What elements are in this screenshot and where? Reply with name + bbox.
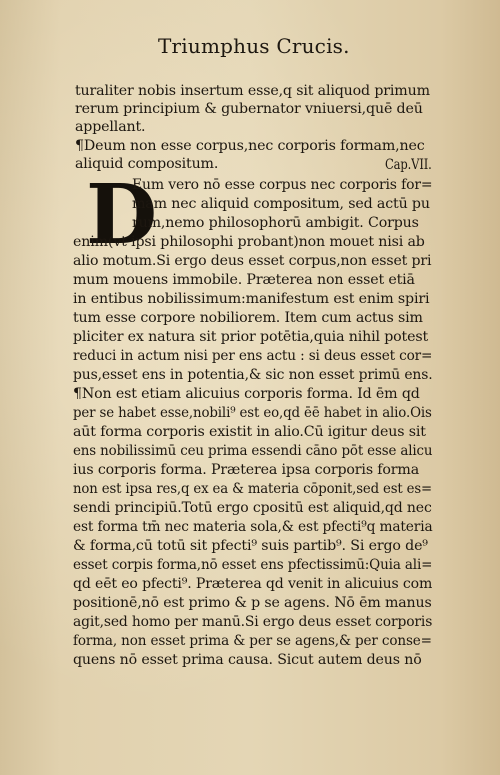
text-line: tum esse corpore nobiliorem. Item cum actus sim <box>73 310 423 326</box>
text-line: aūt forma corporis existit in alio.Cū igitur deus sit <box>73 424 426 440</box>
text-line: enim(vt ipsi philosophi probant)non mouet nisi ab <box>73 234 425 250</box>
text-line: quens nō esset prima causa. Sicut autem deus nō <box>73 652 422 668</box>
text-line <box>73 385 420 403</box>
drop-capital: D <box>86 167 158 263</box>
text-line <box>73 271 415 289</box>
chapter-heading-line <box>75 137 425 155</box>
paragraph-mark-icon: ¶ <box>75 138 84 154</box>
text-line: appellant. <box>75 119 146 135</box>
text-line: per se habet esse,nobili⁹ est eo,qd ēē habet in alio.Ois <box>73 405 432 421</box>
text-line: ius corporis forma. Præterea ipsa corporis forma <box>73 462 420 478</box>
text-line: reduci in actum nisi per ens actu : si deus esset cor= <box>73 348 433 364</box>
text-line-content: mum mouens immobile. Præterea non esset etiā <box>73 272 415 288</box>
text-line: positionē,nō est primo & p se agens. Nō ēm manus <box>73 595 432 611</box>
running-header: Triumphus Crucis. <box>158 34 350 58</box>
text-line: rerum principium & gubernator vniuersi,quē deū <box>75 101 423 117</box>
text-line: rum,nemo philosophorū ambigit. Corpus <box>132 215 419 231</box>
text-line: non est ipsa res,q ex ea & materia cōponit,sed est es= <box>73 481 433 497</box>
chapter-number: Cap.VII. <box>385 157 432 173</box>
text-line: ens nobilissimū ceu prima essendi cāno pōt esse alicu <box>73 443 433 459</box>
text-line: pus,esset ens in potentia,& sic non esset primū ens. <box>73 367 433 383</box>
text-line: forma, non esset prima & per se agens,& per conse= <box>73 633 432 649</box>
text-line: pliciter ex natura sit prior potētia,quia nihil potest <box>73 329 429 345</box>
text-line: mam nec aliquid compositum, sed actū pu <box>132 196 430 212</box>
text-line: sendi principiū.Totū ergo cpositū est aliquid,qd nec <box>73 500 432 516</box>
text-line: turaliter nobis insertum esse,q sit aliquod primum <box>75 83 430 99</box>
text-line: alio motum.Si ergo deus esset corpus,non esset pri <box>73 253 432 269</box>
text-line: in entibus nobilissimum:manifestum est enim spiri <box>73 291 430 307</box>
text-line: Eum vero nō esse corpus nec corporis for= <box>132 177 433 193</box>
chapter-heading-text: Deum non esse corpus,nec corporis formam,nec <box>83 138 425 154</box>
text-line: qd eēt eo pfecti⁹. Præterea qd venit in alicuius com <box>73 576 433 592</box>
chapter-heading-line: aliquid compositum. <box>75 156 219 172</box>
text-line: est forma tm̄ nec materia sola,& est pfecti⁹q materia <box>73 519 433 535</box>
paragraph-mark-icon: ¶ <box>73 386 82 402</box>
text-line: agit,sed homo per manū.Si ergo deus esset corporis <box>73 614 433 630</box>
text-line: esset corpis forma,nō esset ens pfectissimū:Quia ali= <box>73 557 433 573</box>
text-line: & forma,cū totū sit pfecti⁹ suis partib⁹. Si ergo de⁹ <box>73 538 428 554</box>
text-line-content: Non est etiam alicuius corporis forma. Id ēm qd <box>81 386 420 402</box>
